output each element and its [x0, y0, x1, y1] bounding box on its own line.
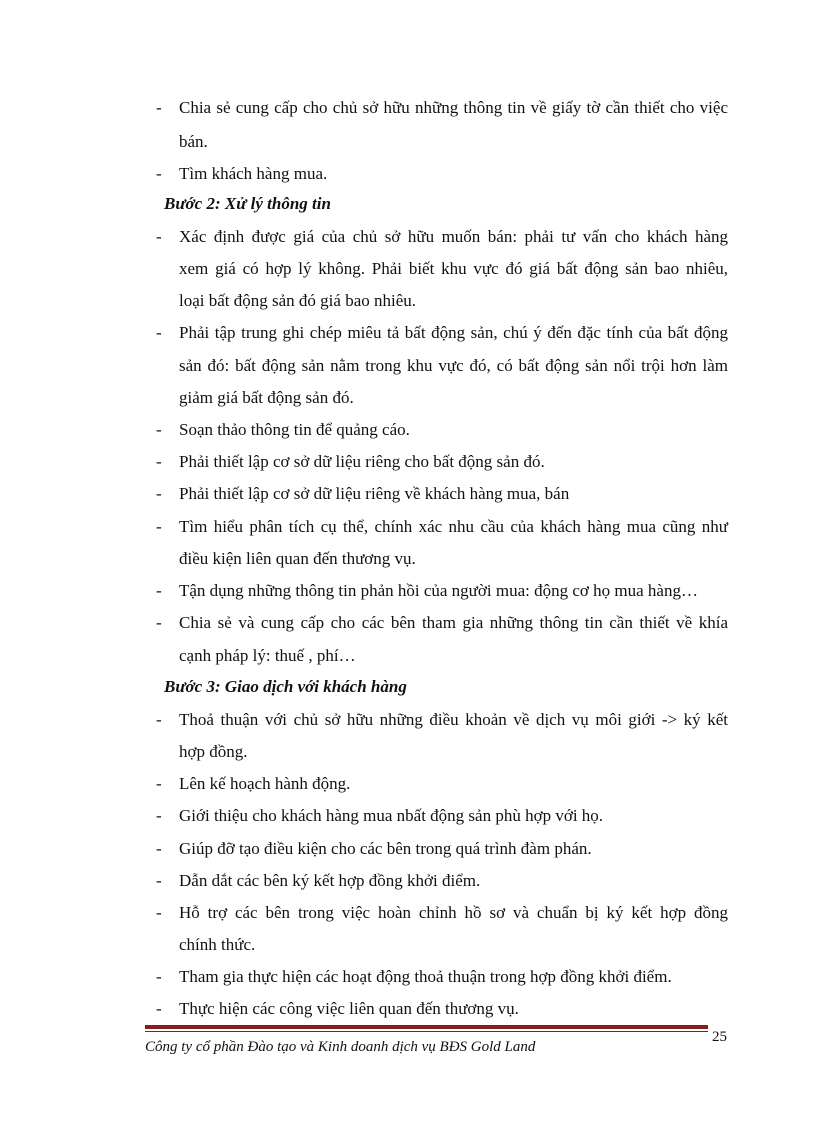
bullet-dash: - [156, 871, 162, 890]
list-item-text: Tìm khách hàng mua. [179, 164, 328, 183]
list-item-text: Thoả thuận với chủ sở hữu những điều khoản về dịch vụ môi giới -> ký kết [179, 710, 728, 729]
list-item-text: cạnh pháp lý: thuế , phí… [179, 646, 356, 665]
list-item-text: Phải tập trung ghi chép miêu tả bất động sản, chú ý đến đặc tính của bất động [179, 323, 728, 342]
list-item-text: chính thức. [179, 935, 256, 954]
section-heading: Bước 3: Giao dịch với khách hàng [164, 677, 407, 696]
list-item-text: Chia sẻ cung cấp cho chủ sở hữu những thông tin về giấy tờ cần thiết cho việc [179, 98, 728, 117]
list-item-text: Giúp đỡ tạo điều kiện cho các bên trong quá trình đàm phán. [179, 839, 592, 858]
bullet-dash: - [156, 323, 162, 342]
footer-divider-thin [145, 1031, 708, 1032]
list-item-text: Phải thiết lập cơ sở dữ liệu riêng cho bất động sản đó. [179, 452, 545, 471]
bullet-dash: - [156, 164, 162, 183]
section-heading: Bước 2: Xử lý thông tin [164, 194, 331, 213]
list-item-text: Thực hiện các công việc liên quan đến thương vụ. [179, 999, 519, 1018]
list-item-text: Chia sẻ và cung cấp cho các bên tham gia những thông tin cần thiết về khía [179, 613, 728, 632]
list-item-text: Tham gia thực hiện các hoạt động thoả thuận trong hợp đồng khởi điểm. [179, 967, 672, 986]
page-number: 25 [712, 1029, 727, 1045]
list-item-text: sản đó: bất động sản nằm trong khu vực đó, có bất động sản nổi trội hơn làm [179, 356, 728, 375]
bullet-dash: - [156, 613, 162, 632]
footer-company: Công ty cổ phần Đào tạo và Kinh doanh dịch vụ BĐS Gold Land [145, 1039, 536, 1055]
bullet-dash: - [156, 517, 162, 536]
bullet-dash: - [156, 420, 162, 439]
list-item-text: hợp đồng. [179, 742, 248, 761]
bullet-dash: - [156, 903, 162, 922]
bullet-dash: - [156, 484, 162, 503]
list-item-text: loại bất động sản đó giá bao nhiêu. [179, 291, 417, 310]
list-item-text: giảm giá bất động sản đó. [179, 388, 354, 407]
bullet-dash: - [156, 98, 162, 117]
list-item-text: Lên kế hoạch hành động. [179, 774, 351, 793]
footer-divider [145, 1025, 708, 1029]
list-item-text: bán. [179, 132, 208, 151]
list-item-text: Hỗ trợ các bên trong việc hoàn chỉnh hồ sơ và chuẩn bị ký kết hợp đồng [179, 903, 728, 922]
list-item-text: Tìm hiểu phân tích cụ thể, chính xác nhu cầu của khách hàng mua cũng như [179, 517, 728, 536]
list-item-text: Giới thiệu cho khách hàng mua nbất động sản phù hợp với họ. [179, 806, 604, 825]
bullet-dash: - [156, 806, 162, 825]
list-item-text: xem giá có hợp lý không. Phải biết khu vực đó giá bất động sản bao nhiêu, [179, 259, 728, 278]
list-item-text: Phải thiết lập cơ sở dữ liệu riêng về khách hàng mua, bán [179, 484, 570, 503]
bullet-dash: - [156, 967, 162, 986]
bullet-dash: - [156, 774, 162, 793]
list-item-text: Soạn thảo thông tin để quảng cáo. [179, 420, 410, 439]
list-item-text: Tận dụng những thông tin phản hồi của người mua: động cơ họ mua hàng… [179, 581, 698, 600]
bullet-dash: - [156, 227, 162, 246]
bullet-dash: - [156, 452, 162, 471]
bullet-dash: - [156, 581, 162, 600]
list-item-text: điều kiện liên quan đến thương vụ. [179, 549, 416, 568]
list-item-text: Dẫn dắt các bên ký kết hợp đồng khởi điểm. [179, 871, 481, 890]
bullet-dash: - [156, 999, 162, 1018]
bullet-dash: - [156, 839, 162, 858]
list-item-text: Xác định được giá của chủ sở hữu muốn bán: phải tư vấn cho khách hàng [179, 227, 728, 246]
bullet-dash: - [156, 710, 162, 729]
